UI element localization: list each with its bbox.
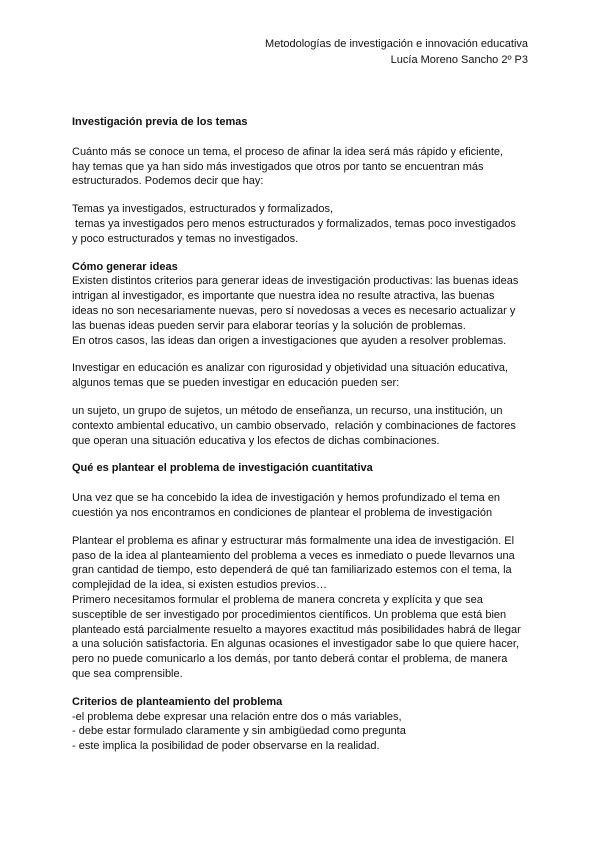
text-line: -el problema debe expresar una relación entre dos o más variables, (72, 710, 402, 723)
text-line: cuestión ya nos encontramos en condiciones de plantear el problema de investigación (72, 506, 493, 519)
text-line: intrigan al investigador, es importante que nuestra idea no resulte atractiva, las buenas (72, 290, 495, 303)
criteria-list (72, 710, 528, 754)
text-line: contexto ambiental educativo, un cambio observado, relación y combinaciones de factores (72, 419, 516, 432)
paragraph (72, 274, 528, 348)
section-title-quantitative-problem: Qué es plantear el problema de investigación cuantitativa (72, 462, 373, 475)
paragraph (72, 491, 528, 521)
section-title-previous-research: Investigación previa de los temas (72, 116, 248, 128)
text-line: - debe estar formulado claramente y sin ambigüedad como pregunta (72, 725, 406, 738)
text-line: y poco estructurados y temas no investigados. (72, 232, 299, 245)
page-header (265, 36, 528, 68)
text-line: las buenas ideas pueden servir para elaborar teorías y la solución de problemas. (72, 319, 466, 332)
text-line: Investigar en educación es analizar con rigurosidad y objetividad una situación educativa, (72, 362, 508, 375)
text-line: En otros casos, las ideas dan origen a investigaciones que ayuden a resolver problemas. (72, 334, 507, 347)
paragraph (72, 534, 528, 682)
text-line: Una vez que se ha concebido la idea de investigación y hemos profundizado el tema en (72, 492, 501, 505)
text-line: hay temas que ya han sido más investigados que otros por tanto se encuentran más (72, 160, 484, 173)
text-line: temas ya investigados pero menos estructurados y formalizados, temas poco investigados (72, 217, 516, 230)
text-line: a una solución satisfactoria. En algunas ocasiones el investigador sabe lo que quiere hacer, (72, 638, 520, 651)
document-body (72, 115, 528, 754)
text-line: algunos temas que se pueden investigar en educación pueden ser: (72, 377, 400, 390)
text-line: que sea comprensible. (72, 667, 183, 680)
paragraph (72, 404, 528, 448)
text-line: Temas ya investigados, estructurados y formalizados, (72, 203, 334, 216)
text-line: ideas no son necesariamente nuevas, pero sí novedosas a veces es necesario actualizar y (72, 304, 516, 317)
text-line: gran cantidad de tiempo, esto dependerá de qué tan familiarizado estemos con el tema, la (72, 564, 512, 577)
text-line: Plantear el problema es afinar y estructurar más formalmente una idea de investigación. El (72, 534, 515, 547)
text-line: pero no puede comunicarlo a los demás, por tanto deberá contar el problema, de manera (72, 653, 508, 666)
text-line: estructurados. Podemos decir que hay: (72, 175, 264, 188)
header-author: Lucía Moreno Sancho 2º P3 (390, 54, 528, 66)
header-course-title: Metodologías de investigación e innovación educativa (265, 38, 528, 50)
text-line: complejidad de la idea, si existen estudios previos… (72, 579, 327, 592)
paragraph (72, 145, 528, 189)
section-title-criteria: Criterios de planteamiento del problema (72, 695, 283, 708)
text-line: Primero necesitamos formular el problema de manera concreta y explícita y que sea (72, 593, 483, 606)
text-line: Cuánto más se conoce un tema, el proceso de afinar la idea será más rápido y eficiente, (72, 145, 504, 158)
text-line: paso de la idea al planteamiento del problema a veces es inmediato o puede llevarnos una (72, 549, 515, 562)
text-line: un sujeto, un grupo de sujetos, un método de enseñanza, un recurso, una institución, un (72, 404, 503, 417)
paragraph (72, 361, 528, 391)
text-line: que operan una situación educativa y los efectos de dichas combinaciones. (72, 434, 440, 447)
text-line: planteado está parcialmente resuelto a mayores exactitud más posibilidades habrá de llegar (72, 623, 521, 636)
text-line: - este implica la posibilidad de poder observarse en la realidad. (72, 740, 380, 753)
paragraph (72, 202, 528, 246)
text-line: susceptible de ser investigado por procedimientos científicos. Un problema que está bien (72, 608, 507, 621)
text-line: Existen distintos criterios para generar ideas de investigación productivas: las buenas ideas (72, 275, 519, 288)
section-title-generate-ideas: Cómo generar ideas (72, 260, 178, 273)
